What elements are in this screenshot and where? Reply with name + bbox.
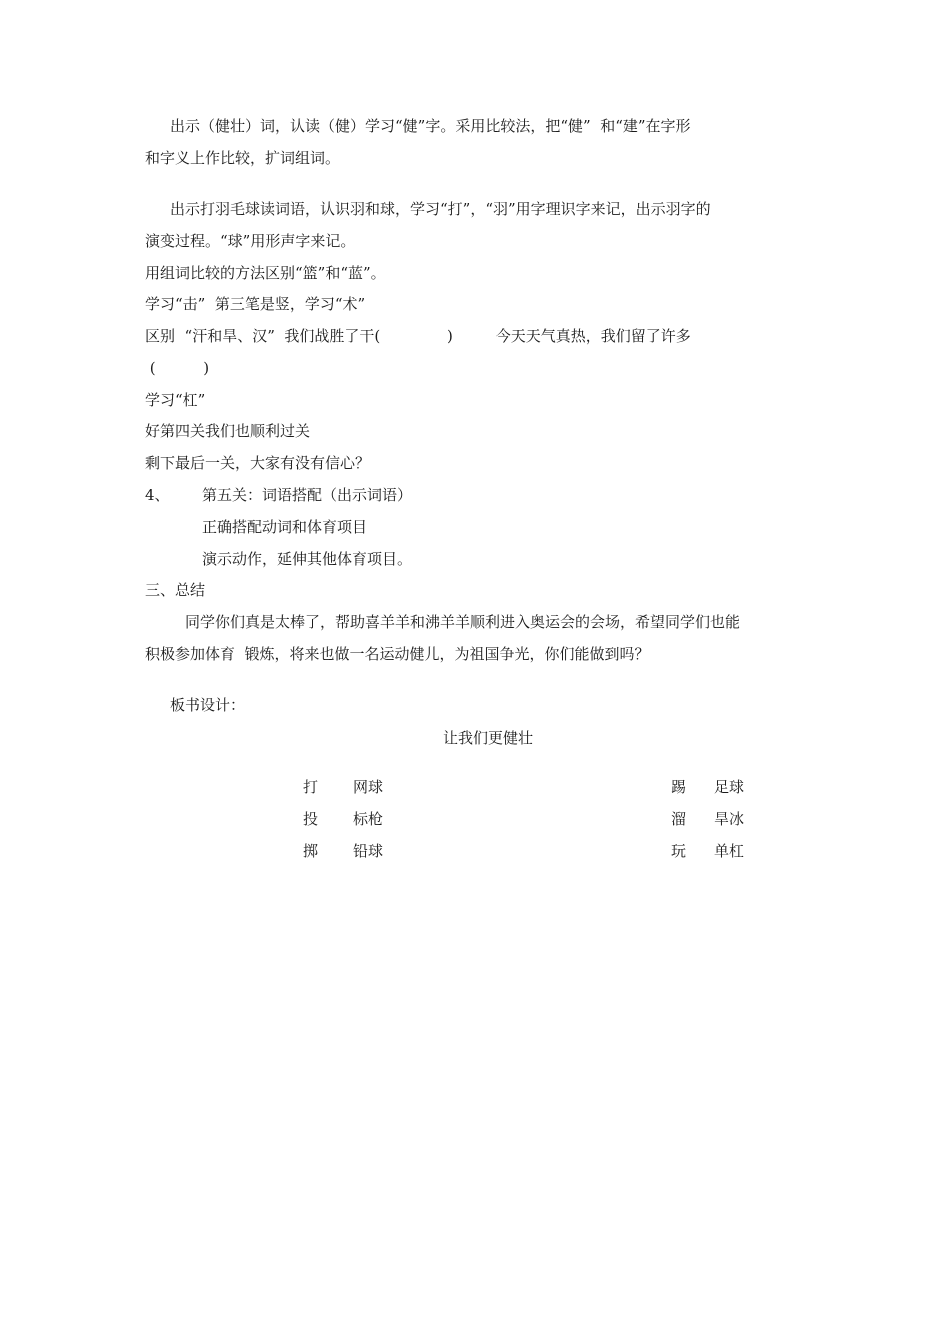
board-item: 网球: [353, 778, 384, 796]
paragraph-line: 剩下最后一关，大家有没有信心？: [145, 454, 371, 472]
paragraph-line: 和字义上作比较，扩词组词。: [145, 149, 341, 167]
paragraph-line: 用组词比较的方法区别“篮”和“蓝”。: [145, 264, 386, 282]
paragraph-line: 学习“击” 第三笔是竖，学习“术”: [145, 295, 366, 313]
board-verb: 溜: [671, 810, 687, 828]
paragraph-line: 演变过程。“球”用形声字来记。: [145, 232, 356, 250]
step-subitem: 正确搭配动词和体育项目: [202, 518, 368, 536]
paragraph-line: 区别 “汗和旱、汉” 我们战胜了干( ) 今天天气真热，我们留了许多: [145, 327, 691, 345]
board-label: 板书设计：: [170, 696, 246, 714]
step-heading: 第五关：词语搭配（出示词语）: [202, 486, 413, 504]
paragraph-line: 同学你们真是太棒了，帮助喜羊羊和沸羊羊顺利进入奥运会的会场，希望同学们也能: [185, 613, 741, 631]
paragraph-line: 积极参加体育 锻炼，将来也做一名运动健儿，为祖国争光，你们能做到吗？: [145, 645, 650, 663]
board-item: 铅球: [353, 842, 384, 860]
section-heading: 三、总结: [145, 581, 206, 599]
paragraph-line: 学习“杠”: [145, 391, 206, 409]
paragraph-line: 出示打羽毛球读词语，认识羽和球，学习“打”，“羽”用字理识字来记，出示羽字的: [170, 200, 711, 218]
board-verb: 掷: [303, 842, 319, 860]
paragraph-line: 好第四关我们也顺利过关: [145, 422, 311, 440]
board-title: 让我们更健壮: [443, 729, 534, 747]
board-verb: 玩: [671, 842, 687, 860]
board-verb: 投: [303, 810, 319, 828]
board-item: 旱冰: [714, 810, 745, 828]
board-verb: 踢: [671, 778, 687, 796]
board-item: 单杠: [714, 842, 745, 860]
board-item: 标枪: [353, 810, 384, 828]
paragraph-line: 出示（健壮）词，认读（健）学习“健”字。采用比较法，把“健” 和“建”在字形: [170, 117, 691, 135]
step-number: 4、: [145, 486, 170, 504]
board-verb: 打: [303, 778, 319, 796]
board-item: 足球: [714, 778, 745, 796]
paragraph-line: ( ): [145, 359, 210, 377]
step-subitem: 演示动作，延伸其他体育项目。: [202, 550, 413, 568]
